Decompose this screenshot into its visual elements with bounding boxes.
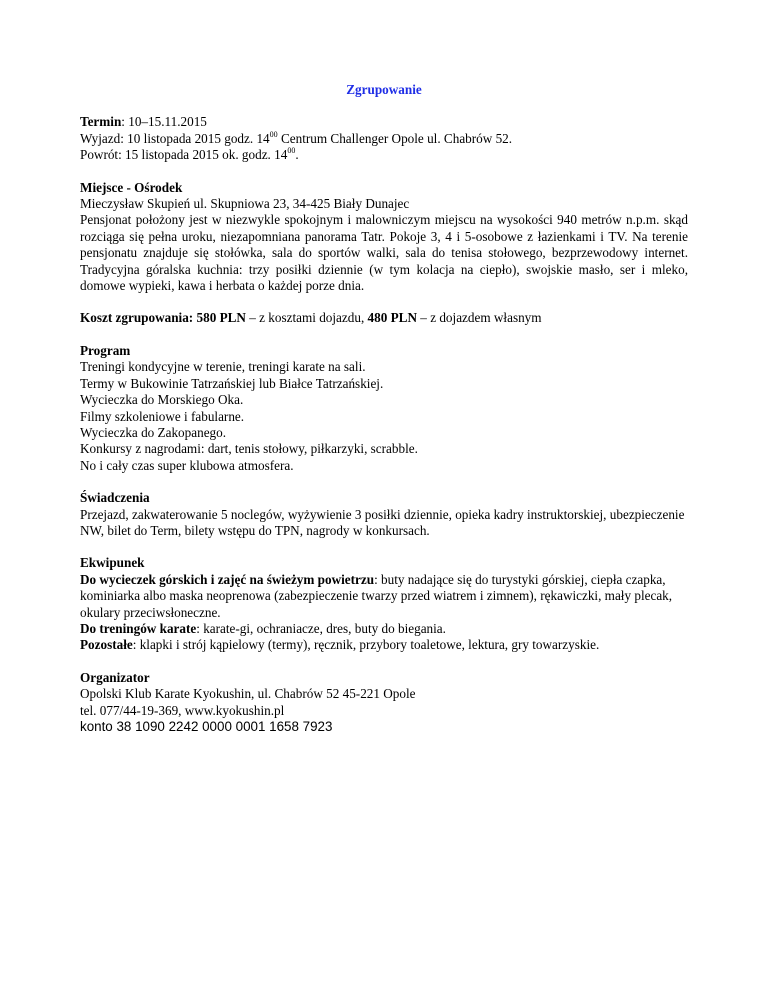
program-heading: Program [80, 342, 131, 358]
organizator-section [80, 670, 688, 736]
program-item: Konkursy z nagrodami: dart, tenis stołowy, piłkarzyki, scrabble. [80, 441, 418, 457]
organizator-address: Opolski Klub Karate Kyokushin, ul. Chabrów 52 45-221 Opole [80, 686, 416, 702]
ekwipunek-heading: Ekwipunek [80, 555, 145, 571]
organizator-bank-account: konto 38 1090 2242 0000 0001 1658 7923 [80, 719, 333, 734]
wyjazd-minutes: 00 [269, 129, 278, 139]
swiadczenia-section [80, 490, 688, 539]
wyjazd-line [80, 131, 688, 147]
miejsce-address: Mieczysław Skupień ul. Skupniowa 23, 34-425 Biały Dunajec [80, 196, 410, 212]
wyjazd-place: Centrum Challenger Opole ul. Chabrów 52. [277, 130, 513, 146]
koszt-label: Koszt zgrupowania: [80, 310, 197, 326]
powrot-end: . [295, 147, 299, 163]
ekwipunek-pozostale [80, 637, 688, 653]
program-section [80, 343, 688, 474]
ekwipunek-karate-label: Do treningów karate [80, 620, 197, 636]
program-item: Termy w Bukowinie Tatrzańskiej lub Białce Tatrzańskiej. [80, 375, 384, 391]
powrot-text: Powrót: 15 listopada 2015 ok. godz. 14 [80, 147, 288, 163]
termin-section [80, 114, 688, 163]
koszt-text-1: – z kosztami dojazdu, [245, 310, 368, 326]
termin-label: Termin [80, 114, 122, 130]
program-item: Treningi kondycyjne w terenie, treningi karate na sali. [80, 359, 366, 375]
powrot-line [80, 147, 688, 163]
program-item: Wycieczka do Morskiego Oka. [80, 392, 244, 408]
wyjazd-text: Wyjazd: 10 listopada 2015 godz. 14 [80, 130, 270, 146]
ekwipunek-karate [80, 621, 688, 637]
ekwipunek-gorskie-label: Do wycieczek górskich i zajęć na świeżym powietrzu [80, 571, 375, 587]
program-item: Wycieczka do Zakopanego. [80, 424, 227, 440]
koszt-line [80, 310, 688, 326]
organizator-contact: tel. 077/44-19-369, www.kyokushin.pl [80, 702, 285, 718]
swiadczenia-text: Przejazd, zakwaterowanie 5 noclegów, wyżywienie 3 posiłki dziennie, opieka kadry instruktorskiej, ubezpieczenie NW, bilet do Term, bilety wstępu do TPN, nagrody w konkursach. [80, 506, 685, 538]
koszt-price-own-transport: 480 PLN [367, 310, 417, 326]
powrot-minutes: 00 [287, 146, 296, 156]
program-item: No i cały czas super klubowa atmosfera. [80, 457, 294, 473]
ekwipunek-gorskie [80, 572, 688, 621]
termin-line [80, 114, 688, 130]
termin-value: : 10–15.11.2015 [121, 114, 207, 130]
koszt-price-with-transport: 580 PLN [196, 310, 246, 326]
ekwipunek-section [80, 555, 688, 653]
swiadczenia-heading: Świadczenia [80, 490, 150, 506]
program-item: Filmy szkoleniowe i fabularne. [80, 408, 245, 424]
ekwipunek-pozostale-text: : klapki i strój kąpielowy (termy), ręcznik, przybory toaletowe, lektura, gry towarzyskie. [132, 637, 600, 653]
ekwipunek-karate-text: : karate-gi, ochraniacze, dres, buty do biegania. [196, 620, 446, 636]
miejsce-description: Pensjonat położony jest w niezwykle spokojnym i malowniczym miejscu na wysokości 940 metrów n.p.m. skąd rozciąga się pełna uroku, niezapomniana panorama Tatr. Pokoje 3, 4 i 5-osobowe z łazienkami i TV. Na terenie pensjonatu znajduje się stołówka, sala do sportów walki, sala do tenisa stołowego, bezprzewodowy internet. Tradycyjna góralska kuchnia: trzy posiłki dziennie (w tym kolacja na ciepło), swojskie masło, ser i mleko, domowe wypieki, kawa i herbata o każdej porze dnia. [80, 212, 688, 294]
ekwipunek-gorskie-text: : buty nadające się do turystyki górskiej, ciepła czapka, kominiarka albo maska neoprenowa (zabezpieczenie twarzy przed wiatrem i zimnem), rękawiczki, mały plecak, okulary przeciwsłoneczne. [80, 571, 673, 620]
koszt-text-2: – z dojazdem własnym [417, 310, 542, 326]
koszt-section [80, 310, 688, 326]
ekwipunek-pozostale-label: Pozostałe [80, 637, 133, 653]
organizator-heading: Organizator [80, 669, 150, 685]
document-title: Zgrupowanie [346, 82, 422, 97]
miejsce-section [80, 180, 688, 295]
miejsce-heading: Miejsce - Ośrodek [80, 179, 183, 195]
